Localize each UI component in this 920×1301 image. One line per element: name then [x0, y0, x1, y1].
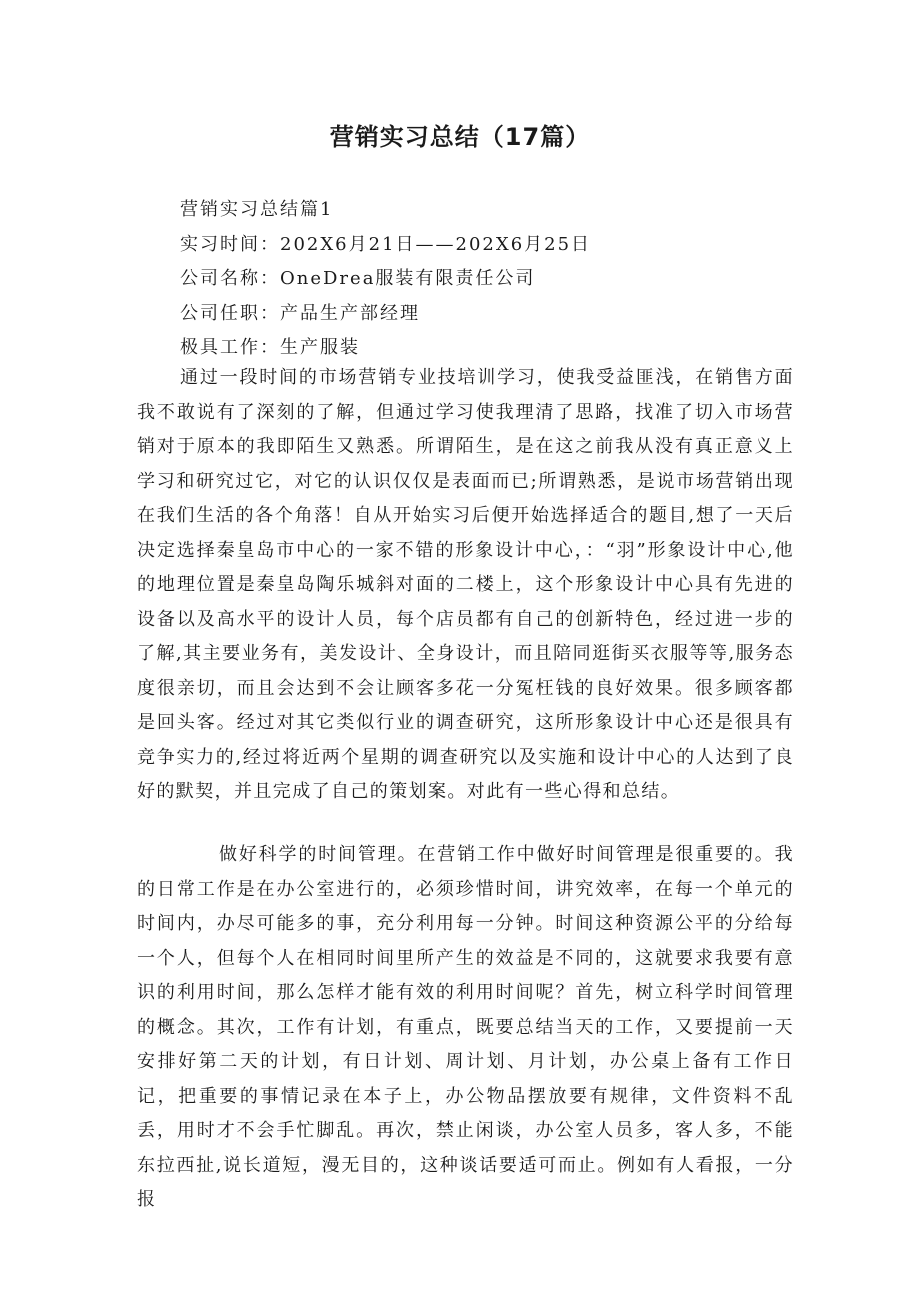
body-paragraph-2: 做好科学的时间管理。在营销工作中做好时间管理是很重要的。我的日常工作是在办公室进行的，必须珍惜时间，讲究效率，在每一个单元的时间内，办尽可能多的事，充分利用每一分钟。时间这种资源公平的分给每一个人，但每个人在相同时间里所产生的效益是不同的，这就要求我要有意识的利用时间，那么怎样才能有效的利用时间呢？首先，树立科学时间管理的概念。其次，工作有计划，有重点，既要总结当天的工作，又要提前一天安排好第二天的计划，有日计划、周计划、月计划，办公桌上备有工作日记，把重要的事情记录在本子上，办公物品摆放要有规律，文件资料不乱丢，用时才不会手忙脚乱。再次，禁止闲谈，办公室人员多，客人多，不能东拉西扯,说长道短，漫无目的，这种谈话要适可而止。例如有人看报，一分报 [137, 844, 794, 1210]
meta-company-name: 公司名称：OneDrea服装有限责任公司 [180, 268, 536, 289]
document-title: 营销实习总结（17篇） [329, 123, 591, 151]
meta-work-duty: 极具工作：生产服装 [180, 337, 360, 358]
body-paragraph-1: 通过一段时间的市场营销专业技培训学习，使我受益匪浅，在销售方面我不敢说有了深刻的了解，但通过学习使我理清了思路，找准了切入市场营销对于原本的我即陌生又熟悉。所谓陌生，是在这之前我从没有真正意义上学习和研究过它，对它的认识仅仅是表面而已;所谓熟悉，是说市场营销出现在我们生活的各个角落！自从开始实习后便开始选择适合的题目,想了一天后决定选择秦皇岛市中心的一家不错的形象设计中心，：“羽”形象设计中心,他的地理位置是秦皇岛陶乐城斜对面的二楼上，这个形象设计中心具有先进的设备以及高水平的设计人员，每个店员都有自己的创新特色，经过进一步的了解,其主要业务有，美发设计、全身设计，而且陪同逛街买衣服等等,服务态度很亲切，而且会达到不会让顾客多花一分冤枉钱的良好效果。很多顾客都是回头客。经过对其它类似行业的调查研究，这所形象设计中心还是很具有竞争实力的,经过将近两个星期的调查研究以及实施和设计中心的人达到了良好的默契，并且完成了自己的策划案。对此有一些心得和总结。 [137, 367, 794, 802]
meta-company-position: 公司任职：产品生产部经理 [180, 302, 420, 324]
meta-internship-time: 实习时间：202X6月21日——202X6月25日 [180, 233, 592, 255]
document-meta [180, 193, 800, 366]
meta-section-heading: 营销实习总结篇1 [180, 199, 334, 220]
